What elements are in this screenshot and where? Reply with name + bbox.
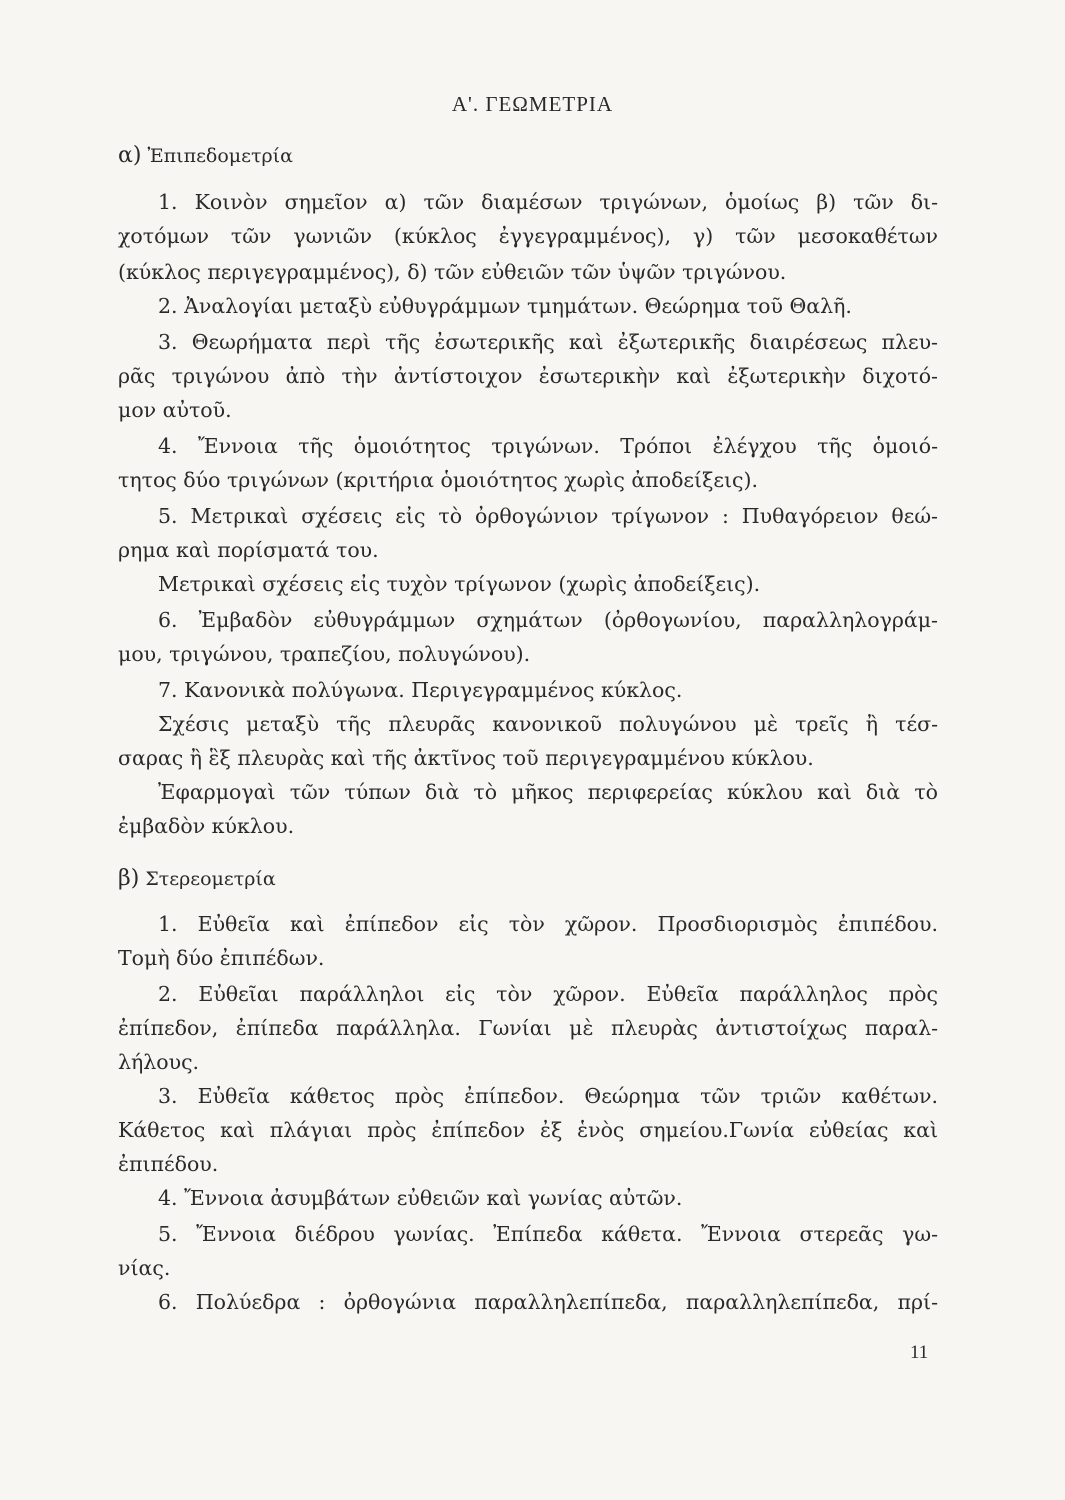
section-label: α) [118,143,142,168]
section-heading-planimetry [118,143,293,168]
text-line: 2. Ἀναλογίαι μεταξὺ εὐθυγράμμων τμημάτων. Θεώρημα τοῦ Θαλῆ. [158,294,852,318]
text-line: 2. Εὐθεῖαι παράλληλοι εἰς τὸν χῶρον. Εὐθεῖα παράλληλος πρὸς [158,982,938,1006]
text-line: Μετρικαὶ σχέσεις εἰς τυχὸν τρίγωνον (χωρὶς ἀποδείξεις). [158,572,761,596]
text-line: 7. Κανονικὰ πολύγωνα. Περιγεγραμμένος κύκλος. [158,678,683,702]
text-line: ἐπίπεδον, ἐπίπεδα παράλληλα. Γωνίαι μὲ πλευρὰς ἀντιστοίχως παραλ- [118,1016,938,1040]
section-heading-stereometry [118,866,276,891]
text-line: 5. Ἔννοια διέδρου γωνίας. Ἐπίπεδα κάθετα. Ἔννοια στερεᾶς γω- [158,1222,938,1246]
text-line: ἐμβαδὸν κύκλου. [118,814,295,838]
text-line: 4. Ἔννοια ἀσυμβάτων εὐθειῶν καὶ γωνίας αὐτῶν. [158,1186,683,1210]
text-line: 5. Μετρικαὶ σχέσεις εἰς τὸ ὀρθογώνιον τρίγωνον : Πυθαγόρειον θεώ- [158,504,938,528]
text-line: 1. Εὐθεῖα καὶ ἐπίπεδον εἰς τὸν χῶρον. Προσδιορισμὸς ἐπιπέδου. [158,912,938,936]
section-label: β) [118,866,140,891]
text-line: λήλους. [118,1050,200,1074]
text-line: (κύκλος περιγεγραμμένος), δ) τῶν εὐθειῶν τῶν ὑψῶν τριγώνου. [118,260,787,284]
text-line: 3. Θεωρήματα περὶ τῆς ἐσωτερικῆς καὶ ἐξωτερικῆς διαιρέσεως πλευ- [158,330,938,354]
text-line: Κάθετος καὶ πλάγιαι πρὸς ἐπίπεδον ἐξ ἑνὸς σημείου.Γωνία εὐθείας καὶ [118,1118,938,1142]
text-line: Τομὴ δύο ἐπιπέδων. [118,946,325,970]
section-title: Ἐπιπεδομετρία [147,145,293,167]
text-line: 6. Πολύεδρα : ὀρθογώνια παραλληλεπίπεδα, παραλληλεπίπεδα, πρί- [158,1290,938,1314]
text-line: μον αὐτοῦ. [118,398,232,422]
text-line: Σχέσις μεταξὺ τῆς πλευρᾶς κανονικοῦ πολυγώνου μὲ τρεῖς ἢ τέσ- [158,712,938,736]
text-line: χοτόμων τῶν γωνιῶν (κύκλος ἐγγεγραμμένος), γ) τῶν μεσοκαθέτων [118,224,938,248]
section-title: Στερεομετρία [145,868,276,890]
text-line: 1. Κοινὸν σημεῖον α) τῶν διαμέσων τριγώνων, ὁμοίως β) τῶν δι- [158,190,938,214]
page-number: 11 [910,1342,929,1363]
text-line: ρᾶς τριγώνου ἀπὸ τὴν ἀντίστοιχον ἐσωτερικὴν καὶ ἐξωτερικὴν διχοτό- [118,364,938,388]
text-line: μου, τριγώνου, τραπεζίου, πολυγώνου). [118,642,531,666]
text-line: 3. Εὐθεῖα κάθετος πρὸς ἐπίπεδον. Θεώρημα τῶν τριῶν καθέτων. [158,1084,938,1108]
page-title: Α'. ΓΕΩΜΕΤΡΙΑ [451,92,614,116]
text-line: νίας. [118,1256,171,1280]
text-line: σαρας ἢ ἓξ πλευρὰς καὶ τῆς ἀκτῖνος τοῦ περιγεγραμμένου κύκλου. [118,746,814,770]
text-line: ἐπιπέδου. [118,1152,219,1176]
text-line: ρημα καὶ πορίσματά του. [118,538,379,562]
text-line: 6. Ἐμβαδὸν εὐθυγράμμων σχημάτων (ὀρθογωνίου, παραλληλογράμ- [158,608,938,632]
text-line: Ἐφαρμογαὶ τῶν τύπων διὰ τὸ μῆκος περιφερείας κύκλου καὶ διὰ τὸ [158,780,938,804]
text-line: 4. Ἔννοια τῆς ὁμοιότητος τριγώνων. Τρόποι ἐλέγχου τῆς ὁμοιό- [158,434,938,458]
text-line: τητος δύο τριγώνων (κριτήρια ὁμοιότητος χωρὶς ἀποδείξεις). [118,468,759,492]
